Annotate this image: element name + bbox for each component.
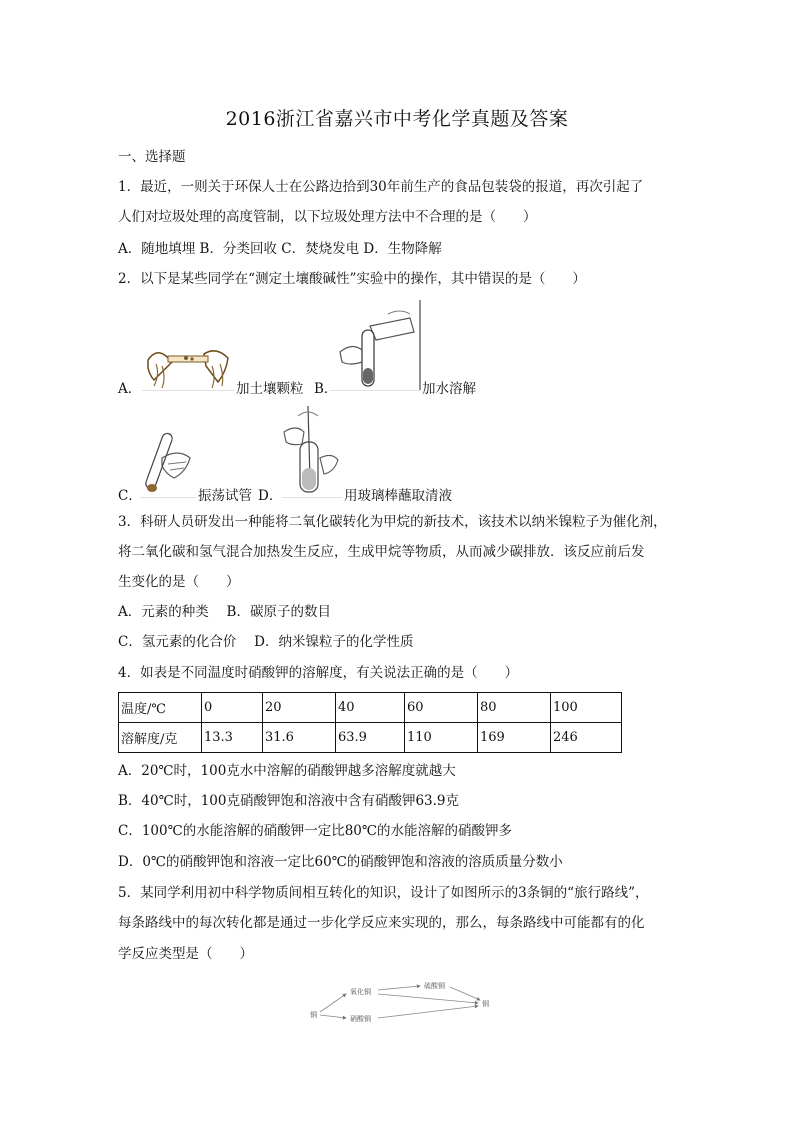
page-title: 2016浙江省嘉兴市中考化学真题及答案 <box>225 108 569 130</box>
q2-a-prefix: A． <box>118 381 142 397</box>
q2-b-text: 加水溶解 <box>422 381 476 397</box>
table-row <box>119 723 622 753</box>
table-cell: 100 <box>551 693 622 723</box>
table-cell: 0 <box>202 693 263 723</box>
q3-options-row1: A．元素的种类 B．碳原子的数目 <box>118 604 331 620</box>
q3-options-row2: C．氢元素的化合价 D．纳米镍粒子的化学性质 <box>118 634 414 650</box>
q3-line2: 将二氧化碳和氢气混合加热发生反应，生成甲烷等物质，从而减少碳排放．该反应前后发 <box>118 544 645 560</box>
table-row <box>119 693 622 723</box>
q1-line2: 人们对垃圾处理的高度管制，以下垃圾处理方法中不合理的是（ ） <box>118 209 537 225</box>
table-cell: 溶解度/克 <box>119 723 202 753</box>
figure-add-soil <box>142 340 234 392</box>
table-cell: 246 <box>551 723 622 753</box>
solubility-table <box>118 692 622 753</box>
q4-option-b: B．40℃时，100克硝酸钾饱和溶液中含有硝酸钾63.9克 <box>118 793 460 809</box>
figure-add-water <box>330 300 422 392</box>
q2-a-text: 加土壤颗粒 <box>236 381 304 397</box>
table-cell: 31.6 <box>263 723 336 753</box>
table-cell: 63.9 <box>336 723 405 753</box>
table-cell: 80 <box>478 693 551 723</box>
q2-d-text: 用玻璃棒蘸取清液 <box>344 488 452 504</box>
copper-route-diagram <box>306 980 496 1030</box>
q5-line2: 每条路线中的每次转化都是通过一步化学反应来实现的，那么，每条路线中可能都有的化 <box>118 915 645 931</box>
q2-c-prefix: C． <box>118 488 142 504</box>
table-cell: 20 <box>263 693 336 723</box>
q2-d-prefix: D． <box>258 488 283 504</box>
q5-line3: 学反应类型是（ ） <box>118 946 253 962</box>
q4-option-d: D．0℃的硝酸钾饱和溶液一定比60℃的硝酸钾饱和溶液的溶质质量分数小 <box>118 854 563 870</box>
table-cell: 温度/℃ <box>119 693 202 723</box>
table-cell: 40 <box>336 693 405 723</box>
table-cell: 13.3 <box>202 723 263 753</box>
q4-stem: 4．如表是不同温度时硝酸钾的溶解度，有关说法正确的是（ ） <box>118 665 519 681</box>
q3-line3: 生变化的是（ ） <box>118 574 240 590</box>
table-cell: 169 <box>478 723 551 753</box>
q2-stem: 2．以下是某些同学在“测定土壤酸碱性”实验中的操作，其中错误的是（ ） <box>118 271 586 287</box>
q3-line1: 3．科研人员研发出一种能将二氧化碳转化为甲烷的新技术，该技术以纳米镍粒子为催化剂， <box>118 514 667 530</box>
q2-b-prefix: B． <box>314 381 338 397</box>
table-cell: 110 <box>405 723 478 753</box>
q4-option-a: A．20℃时，100克水中溶解的硝酸钾越多溶解度就越大 <box>118 763 456 779</box>
section-heading: 一、选择题 <box>118 149 186 165</box>
q1-options: A．随地填埋 B．分类回收 C．焚烧发电 D．生物降解 <box>118 241 442 257</box>
node-top-right: 硫酸铜 <box>424 982 445 990</box>
q5-line1: 5．某同学利用初中科学物质间相互转化的知识，设计了如图所示的3条铜的“旅行路线”， <box>118 885 649 901</box>
node-start: 铜 <box>310 1011 317 1019</box>
node-bottom-mid: 硝酸铜 <box>350 1015 371 1023</box>
figure-shake-tube <box>140 418 196 498</box>
figure-glass-rod <box>282 402 342 498</box>
q2-c-text: 振荡试管 <box>198 488 252 504</box>
q1-line1: 1．最近，一则关于环保人士在公路边拾到30年前生产的食品包装袋的报道，再次引起了 <box>118 179 644 195</box>
q4-option-c: C．100℃的水能溶解的硝酸钾一定比80℃的水能溶解的硝酸钾多 <box>118 823 512 839</box>
node-top-mid: 氧化铜 <box>350 988 371 996</box>
table-cell: 60 <box>405 693 478 723</box>
node-end: 铜 <box>482 1000 489 1008</box>
